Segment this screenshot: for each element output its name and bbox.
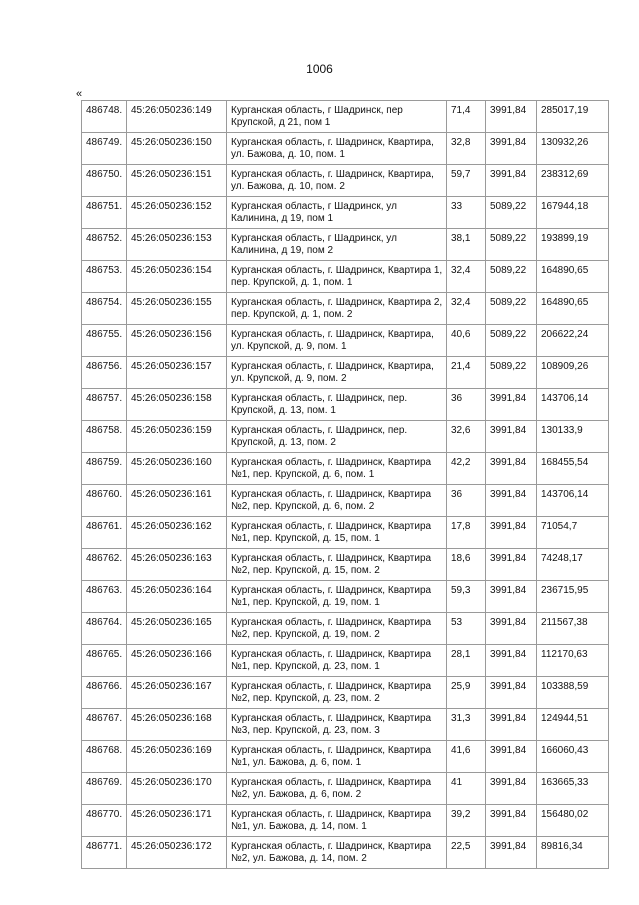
table-row (82, 517, 609, 549)
cadastral-number-cell: 45:26:050236:172 (127, 837, 227, 869)
area-cell: 41 (447, 773, 486, 805)
table-row (82, 805, 609, 837)
area-cell: 36 (447, 485, 486, 517)
rate-cell: 3991,84 (486, 165, 537, 197)
table-row (82, 709, 609, 741)
table-row (82, 485, 609, 517)
cadastral-number-cell: 45:26:050236:168 (127, 709, 227, 741)
row-number-cell: 486754. (82, 293, 127, 325)
cost-cell: 130133,9 (537, 421, 609, 453)
address-cell: Курганская область, г. Шадринск, Квартира №1, ул. Бажова, д. 6, пом. 1 (227, 741, 447, 773)
cadastral-number-cell: 45:26:050236:171 (127, 805, 227, 837)
address-cell: Курганская область, г. Шадринск, пер. Крупской, д. 13, пом. 2 (227, 421, 447, 453)
area-cell: 18,6 (447, 549, 486, 581)
rate-cell: 3991,84 (486, 389, 537, 421)
cost-cell: 124944,51 (537, 709, 609, 741)
cadastral-number-cell: 45:26:050236:160 (127, 453, 227, 485)
address-cell: Курганская область, г. Шадринск, Квартира №1, пер. Крупской, д. 6, пом. 1 (227, 453, 447, 485)
row-number-cell: 486750. (82, 165, 127, 197)
address-cell: Курганская область, г. Шадринск, Квартира №2, пер. Крупской, д. 6, пом. 2 (227, 485, 447, 517)
address-cell: Курганская область, г Шадринск, ул Калинина, д 19, пом 1 (227, 197, 447, 229)
rate-cell: 3991,84 (486, 741, 537, 773)
rate-cell: 3991,84 (486, 549, 537, 581)
cost-cell: 193899,19 (537, 229, 609, 261)
row-number-cell: 486759. (82, 453, 127, 485)
table-row (82, 773, 609, 805)
cost-cell: 103388,59 (537, 677, 609, 709)
rate-cell: 5089,22 (486, 197, 537, 229)
opening-quote-mark: « (76, 88, 83, 100)
row-number-cell: 486753. (82, 261, 127, 293)
row-number-cell: 486751. (82, 197, 127, 229)
table-row (82, 549, 609, 581)
row-number-cell: 486752. (82, 229, 127, 261)
area-cell: 32,8 (447, 133, 486, 165)
cadastral-number-cell: 45:26:050236:149 (127, 101, 227, 133)
address-cell: Курганская область, г. Шадринск, пер. Крупской, д. 13, пом. 1 (227, 389, 447, 421)
rate-cell: 3991,84 (486, 421, 537, 453)
registry-table (81, 100, 609, 869)
area-cell: 41,6 (447, 741, 486, 773)
table-row (82, 613, 609, 645)
area-cell: 53 (447, 613, 486, 645)
area-cell: 42,2 (447, 453, 486, 485)
row-number-cell: 486762. (82, 549, 127, 581)
address-cell: Курганская область, г. Шадринск, Квартира, ул. Бажова, д. 10, пом. 2 (227, 165, 447, 197)
rate-cell: 3991,84 (486, 613, 537, 645)
cadastral-number-cell: 45:26:050236:166 (127, 645, 227, 677)
cadastral-number-cell: 45:26:050236:162 (127, 517, 227, 549)
address-cell: Курганская область, г. Шадринск, Квартира №2, пер. Крупской, д. 23, пом. 2 (227, 677, 447, 709)
row-number-cell: 486755. (82, 325, 127, 357)
page-number: 1006 (306, 62, 333, 76)
row-number-cell: 486763. (82, 581, 127, 613)
table-row (82, 229, 609, 261)
rate-cell: 5089,22 (486, 325, 537, 357)
rate-cell: 3991,84 (486, 837, 537, 869)
rate-cell: 3991,84 (486, 133, 537, 165)
area-cell: 36 (447, 389, 486, 421)
cadastral-number-cell: 45:26:050236:156 (127, 325, 227, 357)
rate-cell: 3991,84 (486, 773, 537, 805)
cost-cell: 211567,38 (537, 613, 609, 645)
rate-cell: 5089,22 (486, 261, 537, 293)
cost-cell: 156480,02 (537, 805, 609, 837)
table-row (82, 645, 609, 677)
address-cell: Курганская область, г. Шадринск, Квартира №1, пер. Крупской, д. 15, пом. 1 (227, 517, 447, 549)
cost-cell: 236715,95 (537, 581, 609, 613)
cadastral-number-cell: 45:26:050236:157 (127, 357, 227, 389)
cadastral-number-cell: 45:26:050236:164 (127, 581, 227, 613)
address-cell: Курганская область, г. Шадринск, Квартира 2, пер. Крупской, д. 1, пом. 2 (227, 293, 447, 325)
area-cell: 39,2 (447, 805, 486, 837)
area-cell: 17,8 (447, 517, 486, 549)
row-number-cell: 486758. (82, 421, 127, 453)
table-row (82, 261, 609, 293)
cadastral-number-cell: 45:26:050236:161 (127, 485, 227, 517)
area-cell: 71,4 (447, 101, 486, 133)
rate-cell: 5089,22 (486, 229, 537, 261)
cadastral-number-cell: 45:26:050236:151 (127, 165, 227, 197)
address-cell: Курганская область, г. Шадринск, Квартира, ул. Крупской, д. 9, пом. 1 (227, 325, 447, 357)
cadastral-number-cell: 45:26:050236:159 (127, 421, 227, 453)
area-cell: 33 (447, 197, 486, 229)
row-number-cell: 486767. (82, 709, 127, 741)
rate-cell: 3991,84 (486, 581, 537, 613)
row-number-cell: 486760. (82, 485, 127, 517)
address-cell: Курганская область, г. Шадринск, Квартира №2, пер. Крупской, д. 15, пом. 2 (227, 549, 447, 581)
address-cell: Курганская область, г Шадринск, пер Крупской, д 21, пом 1 (227, 101, 447, 133)
area-cell: 38,1 (447, 229, 486, 261)
cost-cell: 89816,34 (537, 837, 609, 869)
row-number-cell: 486768. (82, 741, 127, 773)
address-cell: Курганская область, г. Шадринск, Квартира 1, пер. Крупской, д. 1, пом. 1 (227, 261, 447, 293)
cost-cell: 285017,19 (537, 101, 609, 133)
row-number-cell: 486756. (82, 357, 127, 389)
table-row (82, 293, 609, 325)
cadastral-number-cell: 45:26:050236:152 (127, 197, 227, 229)
cadastral-number-cell: 45:26:050236:150 (127, 133, 227, 165)
row-number-cell: 486769. (82, 773, 127, 805)
rate-cell: 5089,22 (486, 293, 537, 325)
table-row (82, 677, 609, 709)
rate-cell: 3991,84 (486, 709, 537, 741)
cost-cell: 206622,24 (537, 325, 609, 357)
rate-cell: 3991,84 (486, 101, 537, 133)
cadastral-number-cell: 45:26:050236:153 (127, 229, 227, 261)
row-number-cell: 486765. (82, 645, 127, 677)
area-cell: 28,1 (447, 645, 486, 677)
area-cell: 59,3 (447, 581, 486, 613)
address-cell: Курганская область, г. Шадринск, Квартира №1, ул. Бажова, д. 14, пом. 1 (227, 805, 447, 837)
rate-cell: 3991,84 (486, 645, 537, 677)
area-cell: 21,4 (447, 357, 486, 389)
table-row (82, 837, 609, 869)
cost-cell: 164890,65 (537, 293, 609, 325)
table-row (82, 133, 609, 165)
row-number-cell: 486771. (82, 837, 127, 869)
row-number-cell: 486764. (82, 613, 127, 645)
address-cell: Курганская область, г. Шадринск, Квартира №1, пер. Крупской, д. 19, пом. 1 (227, 581, 447, 613)
cadastral-number-cell: 45:26:050236:169 (127, 741, 227, 773)
rate-cell: 5089,22 (486, 357, 537, 389)
row-number-cell: 486757. (82, 389, 127, 421)
area-cell: 40,6 (447, 325, 486, 357)
row-number-cell: 486749. (82, 133, 127, 165)
cost-cell: 143706,14 (537, 389, 609, 421)
row-number-cell: 486766. (82, 677, 127, 709)
cadastral-number-cell: 45:26:050236:165 (127, 613, 227, 645)
registry-table-body (82, 101, 609, 869)
rate-cell: 3991,84 (486, 453, 537, 485)
cost-cell: 167944,18 (537, 197, 609, 229)
area-cell: 32,4 (447, 261, 486, 293)
cadastral-number-cell: 45:26:050236:158 (127, 389, 227, 421)
cost-cell: 166060,43 (537, 741, 609, 773)
cost-cell: 130932,26 (537, 133, 609, 165)
address-cell: Курганская область, г Шадринск, ул Калинина, д 19, пом 2 (227, 229, 447, 261)
area-cell: 32,6 (447, 421, 486, 453)
rate-cell: 3991,84 (486, 677, 537, 709)
cadastral-number-cell: 45:26:050236:170 (127, 773, 227, 805)
table-row (82, 357, 609, 389)
address-cell: Курганская область, г. Шадринск, Квартира №3, пер. Крупской, д. 23, пом. 3 (227, 709, 447, 741)
cost-cell: 238312,69 (537, 165, 609, 197)
address-cell: Курганская область, г. Шадринск, Квартира №2, ул. Бажова, д. 14, пом. 2 (227, 837, 447, 869)
address-cell: Курганская область, г. Шадринск, Квартира, ул. Бажова, д. 10, пом. 1 (227, 133, 447, 165)
address-cell: Курганская область, г. Шадринск, Квартира, ул. Крупской, д. 9, пом. 2 (227, 357, 447, 389)
area-cell: 31,3 (447, 709, 486, 741)
area-cell: 59,7 (447, 165, 486, 197)
cost-cell: 108909,26 (537, 357, 609, 389)
cost-cell: 143706,14 (537, 485, 609, 517)
cost-cell: 163665,33 (537, 773, 609, 805)
table-row (82, 453, 609, 485)
table-row (82, 581, 609, 613)
table-row (82, 165, 609, 197)
row-number-cell: 486770. (82, 805, 127, 837)
cadastral-number-cell: 45:26:050236:163 (127, 549, 227, 581)
cost-cell: 164890,65 (537, 261, 609, 293)
cost-cell: 74248,17 (537, 549, 609, 581)
rate-cell: 3991,84 (486, 485, 537, 517)
cadastral-number-cell: 45:26:050236:154 (127, 261, 227, 293)
address-cell: Курганская область, г. Шадринск, Квартира №2, ул. Бажова, д. 6, пом. 2 (227, 773, 447, 805)
cadastral-number-cell: 45:26:050236:167 (127, 677, 227, 709)
area-cell: 32,4 (447, 293, 486, 325)
cost-cell: 71054,7 (537, 517, 609, 549)
address-cell: Курганская область, г. Шадринск, Квартира №1, пер. Крупской, д. 23, пом. 1 (227, 645, 447, 677)
row-number-cell: 486761. (82, 517, 127, 549)
table-row (82, 389, 609, 421)
rate-cell: 3991,84 (486, 517, 537, 549)
rate-cell: 3991,84 (486, 805, 537, 837)
table-row (82, 101, 609, 133)
table-row (82, 197, 609, 229)
address-cell: Курганская область, г. Шадринск, Квартира №2, пер. Крупской, д. 19, пом. 2 (227, 613, 447, 645)
table-row (82, 325, 609, 357)
table-row (82, 741, 609, 773)
row-number-cell: 486748. (82, 101, 127, 133)
area-cell: 22,5 (447, 837, 486, 869)
cost-cell: 168455,54 (537, 453, 609, 485)
cost-cell: 112170,63 (537, 645, 609, 677)
cadastral-number-cell: 45:26:050236:155 (127, 293, 227, 325)
table-row (82, 421, 609, 453)
area-cell: 25,9 (447, 677, 486, 709)
